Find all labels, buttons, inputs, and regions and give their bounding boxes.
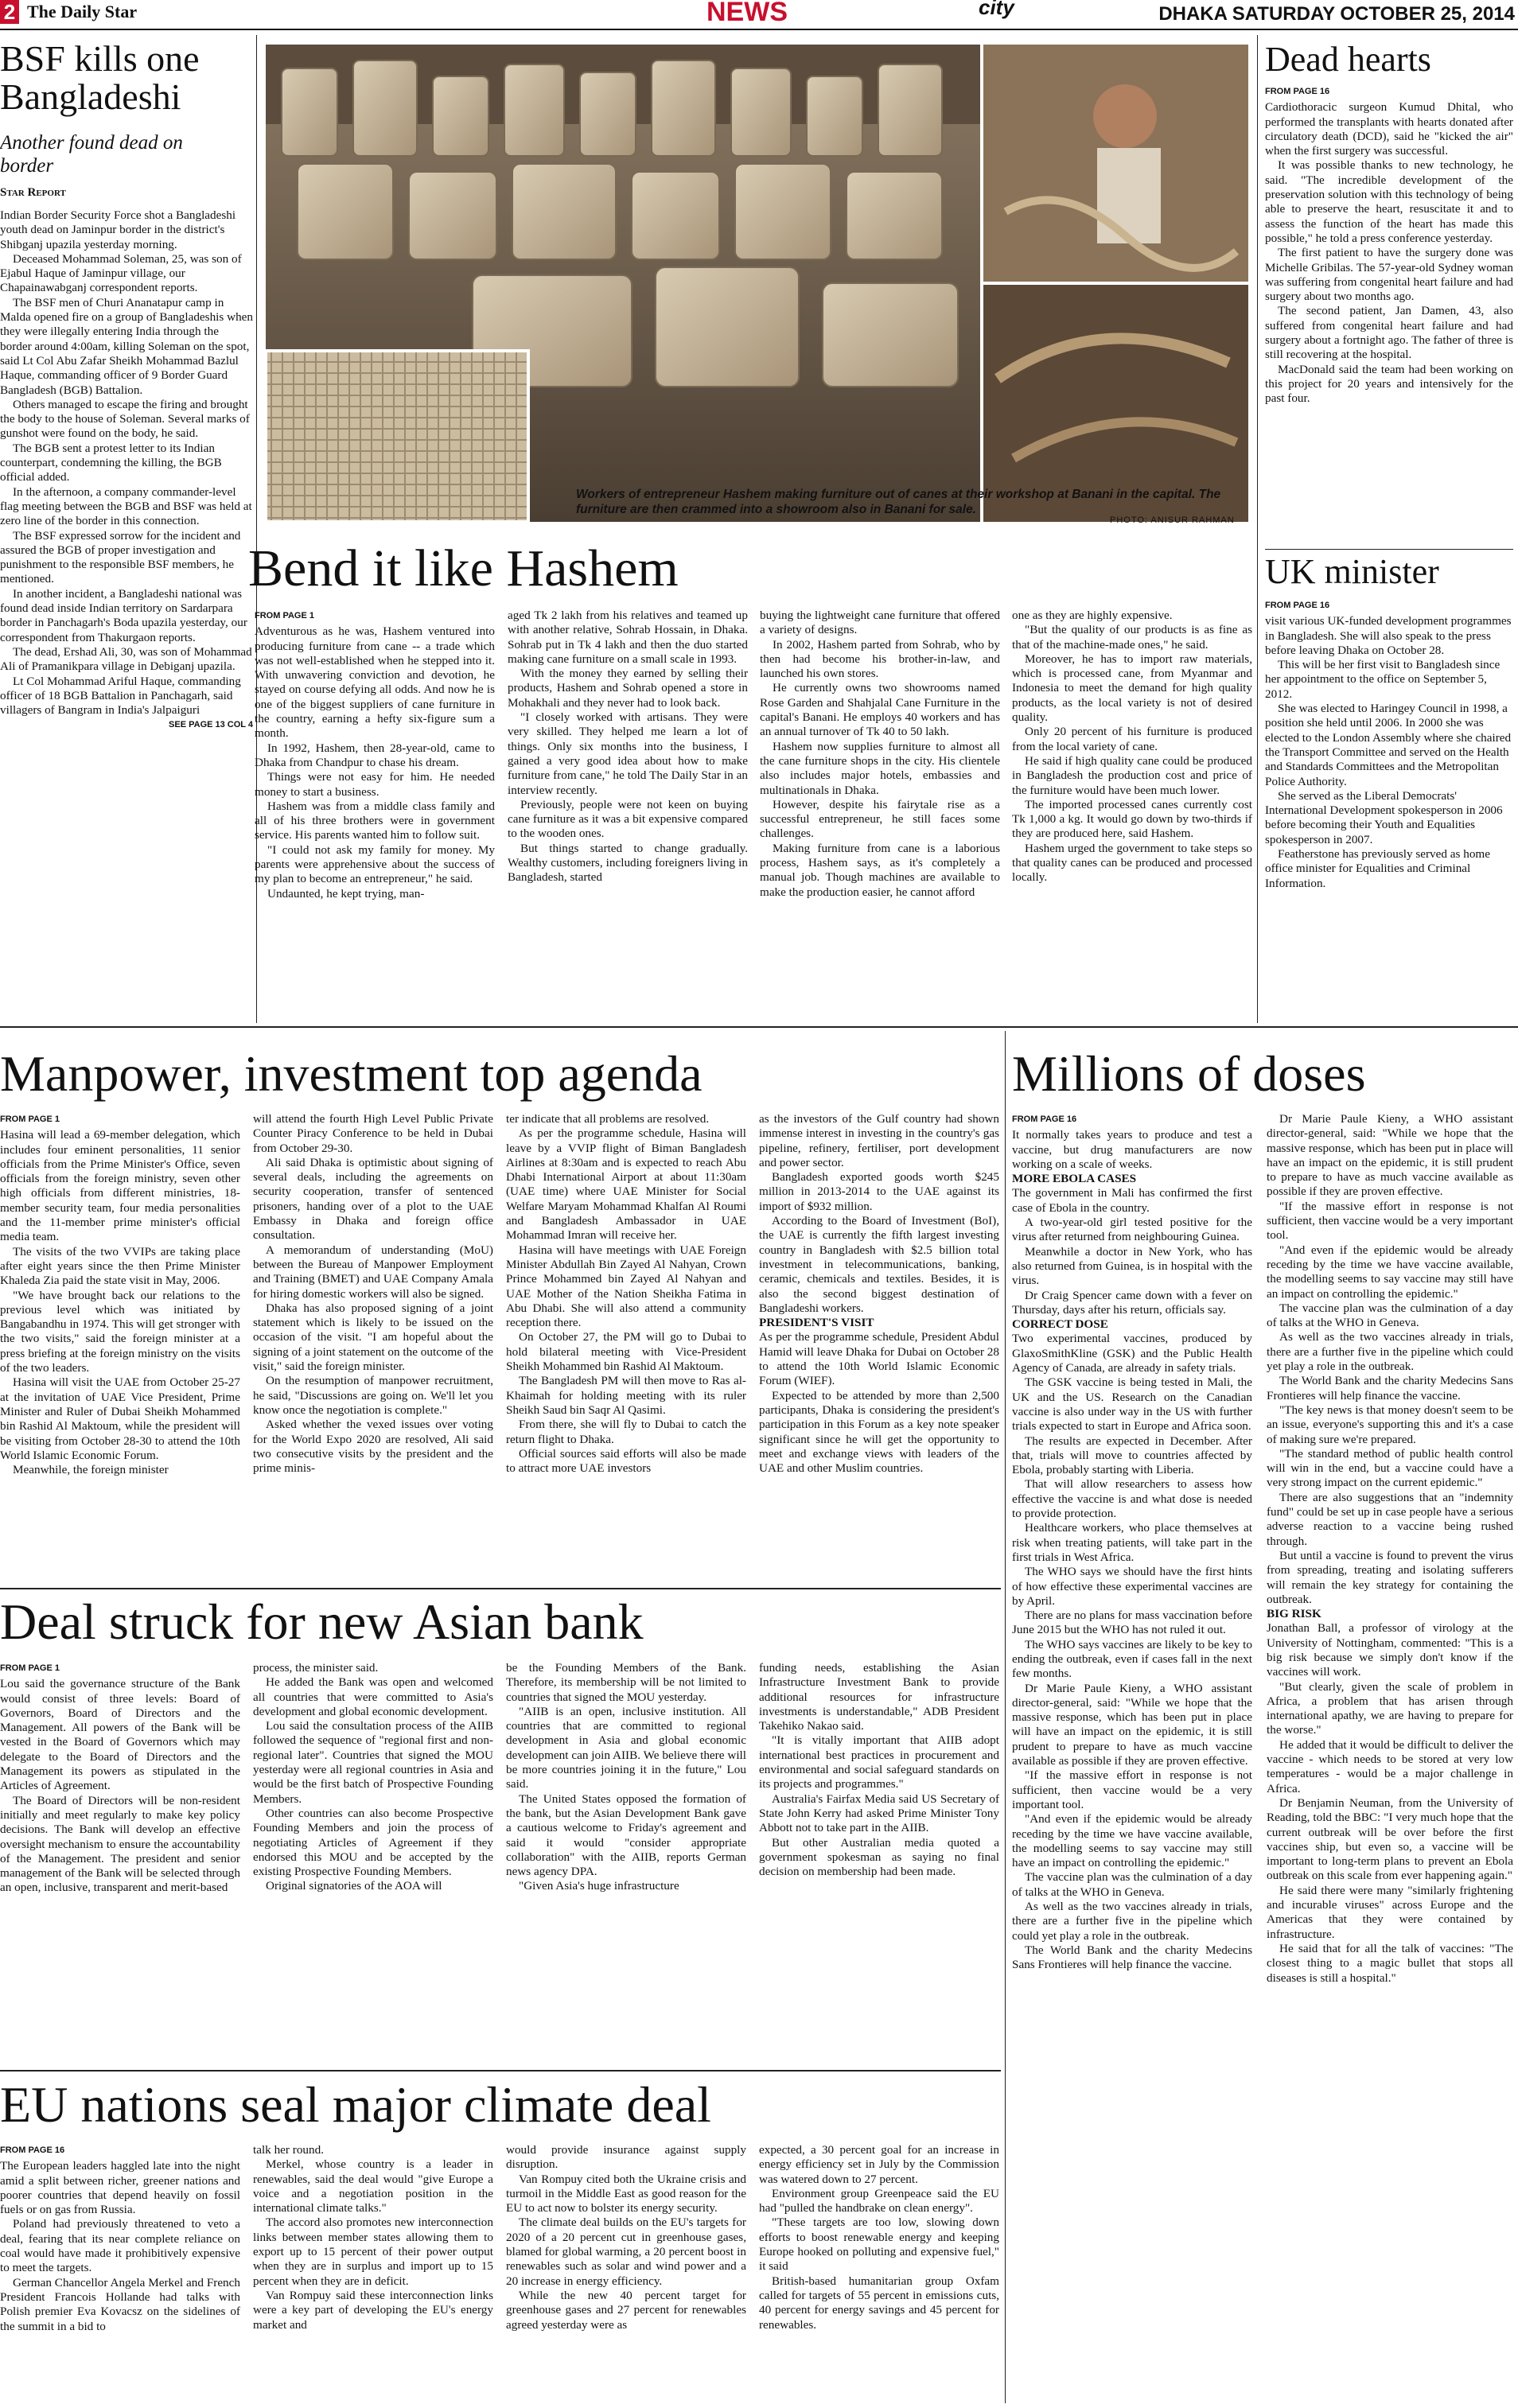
paragraph: talk her round. [253, 2143, 324, 2157]
paragraph: But until a vaccine is found to prevent the virus from spreading, treating and isolating sufferers will remain the key strategy for containing the outbreak. [1267, 1548, 1513, 1606]
article-column [253, 1112, 493, 1581]
article-column [0, 1112, 240, 1581]
news-photo [266, 45, 1248, 522]
paragraph: Making furniture from cane is a laborious process, Hashem says, as it's completely a manual job. Though machines are available to make the production easier, he cannot afford [760, 841, 1000, 899]
paragraph: But things started to change gradually. Wealthy customers, including foreigners living in Bangladesh, started [508, 841, 748, 885]
paragraph: Undaunted, he kept trying, man- [267, 886, 425, 901]
subheadline: Another found dead on border [0, 132, 183, 177]
paragraph: The World Bank and the charity Medecins Sans Frontieres will help finance the vaccine. [1012, 1943, 1252, 1972]
paragraph: Dr Marie Paule Kieny, a WHO assistant director-general, said: "While we hope that the massive response, which has been put in place will have an impact on the epidemic, it is still prudent to prepare to have as much vaccine available as possible if they are proven effective. [1267, 1112, 1513, 1199]
article-column [1012, 1112, 1252, 2404]
paragraph: Previously, people were not keen on buying cane furniture as it was a bit expensive compared to the wooden ones. [508, 797, 748, 841]
article-body [1265, 598, 1513, 1020]
paragraph: On the resumption of manpower recruitment, he said, "Discussions are going on. We'll let you know once the negotiation is complete." [253, 1374, 493, 1417]
paragraph: The vaccine plan was the culmination of a day of talks at the WHO in Geneva. [1012, 1870, 1252, 1899]
paragraph: Cardiothoracic surgeon Kumud Dhital, who performed the transplants with hearts donated after circulatory death (DCD), said he "kicked the air" when the first surgery was successful. [1265, 100, 1513, 158]
paragraph: According to the Board of Investment (BoI), the UAE is currently the fifth largest investing country in Bangladesh with $2.5 billion total investment in telecommunications, banking, ceramic, chemicals and textiles. Besides, it is also the second biggest destination of Bangladeshi workers. [759, 1214, 999, 1315]
paragraph: Hashem was from a middle class family and all of his three brothers were in government service. His parents wanted him to follow suit. [255, 799, 495, 842]
paragraph: process, the minister said. [253, 1661, 379, 1675]
subhead: CORRECT DOSE [1012, 1317, 1108, 1332]
paragraph: "These targets are too low, slowing down efforts to boost renewable energy and keeping Europe hooked on polluting and expensive fuel," it said [759, 2215, 999, 2274]
paragraph: Van Rompuy said these interconnection links were a key part of developing the EU's energy market and [253, 2288, 493, 2332]
page-number: 2 [0, 0, 19, 24]
paragraph: buying the lightweight cane furniture that offered a variety of designs. [760, 609, 1000, 637]
paragraph: be the Founding Members of the Bank. Therefore, its membership will be not limited to countries that signed the MOU yesterday. [506, 1661, 746, 1704]
subhead: PRESIDENT'S VISIT [759, 1316, 874, 1330]
paragraph: Other countries can also become Prospective Founding Members and join the process of negotiating Articles of Agreement if they endorsed this MOU and be accepted by the existing Prospective Founding Members. [253, 1806, 493, 1879]
headline: Deal struck for new Asian bank [0, 1593, 644, 1650]
subhead: MORE EBOLA CASES [1012, 1172, 1137, 1186]
paragraph: "The key news is that money doesn't seem to be an issue, everyone's supporting this and it's a case of making sure we're prepared. [1267, 1402, 1513, 1446]
paragraph: The accord also promotes new interconnection links between member states allowing them to export up to 15 percent of their power output when they are in surplus and import up to 15 percent when they are in deficit. [253, 2215, 493, 2288]
paragraph: It normally takes years to produce and test a vaccine, but drug manufacturers are now working on a scale of weeks. [1012, 1128, 1252, 1171]
headline: Dead hearts [1265, 40, 1431, 79]
paragraph: But other Australian media quoted a government spokesman as saying no final decision on membership had been made. [759, 1835, 999, 1879]
paragraph: There are no plans for mass vaccination before June 2015 but the WHO has not ruled it out. [1012, 1609, 1252, 1637]
paragraph: Deceased Mohammad Soleman, 25, was son of Ejabul Haque of Jaminpur village, our Chapainawabganj correspondent reports. [0, 251, 242, 295]
article-body [0, 208, 253, 1017]
cane-furniture-photo [266, 45, 1248, 522]
paragraph: Australia's Fairfax Media said US Secretary of State John Kerry had asked Prime Minister Tony Abbott not to take part in the AIIB. [759, 1791, 999, 1835]
paragraph: Hashem now supplies furniture to almost all the cane furniture shops in the city. His clientele also includes major hotels, embassies and multinationals in Dhaka. [760, 739, 1000, 797]
paragraph: ter indicate that all problems are resolved. [506, 1112, 710, 1126]
jump-line: SEE PAGE 13 COL 4 [169, 720, 253, 730]
paragraph: While the new 40 percent target for greenhouse gases and 27 percent for renewables agreed yesterday were as [506, 2288, 746, 2332]
section-rule [0, 2070, 1001, 2072]
paragraph: The climate deal builds on the EU's targets for 2020 of a 20 percent cut in greenhouse gases, blamed for global warming, a 20 percent boost in renewables such as solar and wind power and a 20 increase in energy efficiency. [506, 2215, 746, 2288]
jump-from: FROM PAGE 16 [1265, 601, 1330, 610]
paragraph: The United States opposed the formation of the bank, but the Asian Development Bank gave a cautious welcome to Friday's agreement and said it would "consider appropriate collaboration" with the AIIB, reports German news agency DPA. [506, 1791, 746, 1879]
paragraph: Lt Col Mohammad Ariful Haque, commanding officer of 18 BGB Battalion in Panchagarh, said villagers of Bangram in India's Jalpaiguri [0, 674, 241, 718]
paragraph: one as they are highly expensive. [1012, 609, 1173, 622]
paragraph: Hasina will have meetings with UAE Foreign Minister Abdullah Bin Zayed Al Nahyan, Crown Prince Mohammed bin Zayed Al Nahyan and UAE Mother of the Nation Sheikha Fatima in Abu Dhabi. She will also attend a community reception there. [506, 1243, 746, 1330]
section-label: NEWS [706, 0, 788, 27]
paragraph: Others managed to escape the firing and brought the body to the house of Soleman. Several marks of gunshot were found on the body, he said. [0, 397, 250, 441]
paragraph: Hasina will visit the UAE from October 25-27 at the invitation of UAE Vice President, Prime Minister and Ruler of Dubai Sheikh Mohammed bin Rashid Al Maktoum, while the president will be visiting from October 28-30 to attend the 10th World Islamic Economic Forum. [0, 1375, 240, 1462]
paragraph: A two-year-old girl tested positive for the virus after returned from neighbouring Guinea. [1012, 1216, 1252, 1244]
paragraph: Dr Benjamin Neuman, from the University of Reading, told the BBC: "I very much hope that the current outbreak will be over before the first vaccines ship, but even so, a vaccine will be important to long-term plans to prevent an Ebola outbreak on this scale from ever happening again." [1267, 1795, 1513, 1883]
article-column [506, 2143, 746, 2404]
paragraph: "I could not ask my family for money. My parents were apprehensive about the success of my plan to become an entrepreneur," he said. [255, 842, 495, 886]
paragraph: visit various UK-funded development programmes in Bangladesh. She will also speak to the press before leaving Dhaka on October 28. [1265, 614, 1512, 657]
paragraph: The World Bank and the charity Medecins Sans Frontieres will help finance the vaccine. [1267, 1374, 1513, 1402]
paragraph: On October 27, the PM will go to Dubai to hold bilateral meeting with Vice-President Sheikh Mohammed bin Rashid Al Maktoum. [506, 1330, 746, 1374]
paragraph: The Bangladesh PM will then move to Ras al-Khaimah for holding meeting with its ruler Sheikh Saud bin Saqr Al Qasimi. [506, 1374, 746, 1417]
paragraph: "But clearly, given the scale of problem in Africa, a problem that has arisen through international apathy, we are having to prepare for the worse." [1267, 1679, 1513, 1737]
paragraph: The visits of the two VVIPs are taking place after eight years since the then Prime Minister Khaleda Zia paid the state visit in May, 2006. [0, 1244, 240, 1288]
paragraph: aged Tk 2 lakh from his relatives and teamed up with another relative, Sohrab Hossain, in Dhaka. Sohrab put in Tk 4 lakh and then the duo started making cane furniture on a small scale in 1993. [508, 609, 748, 666]
subhead: BIG RISK [1267, 1607, 1321, 1621]
article-column [253, 1661, 493, 2063]
paragraph: The BGB sent a protest letter to its Indian counterpart, condemning the killing, the BGB official added. [0, 441, 222, 484]
paragraph: The first patient to have the surgery done was Michelle Gribilas. The 57-year-old Sydney woman was suffering from congenital heart failure and had surgery about two months ago. [1265, 246, 1513, 304]
paragraph: Indian Border Security Force shot a Bangladeshi youth dead on Jaminpur border in the district's Shibganj upazila yesterday morning. [0, 208, 236, 251]
paragraph: The dead, Ershad Ali, 30, was son of Mohammad Ali of Pramanikpara village in Debiganj upazila. [0, 644, 252, 674]
paragraph: As well as the two vaccines already in trials, there are a further five in the pipeline which could yet play a role in the outbreak. [1012, 1900, 1252, 1943]
paragraph: Featherstone has previously served as home office minister for Equalities and Criminal Information. [1265, 847, 1490, 890]
paragraph: "It is vitally important that AIIB adopt international best practices in procurement and environmental and social safeguard standards on its projects and programmes." [759, 1733, 999, 1791]
paragraph: expected, a 30 percent goal for an increase in energy efficiency set in July by the Commission was watered down to 27 percent. [759, 2143, 999, 2186]
paragraph: Official sources said efforts will also be made to attract more UAE investors [506, 1446, 746, 1476]
paragraph: It was possible thanks to new technology, he said. "The incredible development of the preservation solution with this technology of being able to preserve the heart, resuscitate it and to assess the function of the heart has made this possible," he told a press conference yesterday. [1265, 158, 1513, 245]
paragraph: "We have brought back our relations to the previous level which was initiated by Bangabandhu in 1974. This will get stronger with the two visits," said the foreign minister at a press briefing at the foreign ministry on the visits of the two leaders. [0, 1288, 240, 1375]
paragraph: "And even if the epidemic would be already receding by the time we have vaccine available, the modelling seems to say vaccine may still have an impact on controlling the epidemic." [1267, 1243, 1513, 1301]
paragraph: Ali said Dhaka is optimistic about signing of several deals, including the agreements on security cooperation, transfer of sentenced prisoners, handing over of a plot to the UAE Embassy in Dhaka and foreign office consultation. [253, 1155, 493, 1243]
headline: Millions of doses [1012, 1045, 1366, 1102]
paragraph: Meanwhile a doctor in New York, who has also returned from Guinea, is in hospital with the virus. [1012, 1244, 1252, 1288]
paragraph: The WHO says vaccines are likely to be key to ending the outbreak, even if cases fall in the next few months. [1012, 1637, 1252, 1681]
article-column [506, 1112, 746, 1581]
headline: Manpower, investment top agenda [0, 1045, 703, 1102]
paragraph: The BSF men of Churi Ananatapur camp in Malda opened fire on a group of Bangladeshis when they were illegally entering India through the border around 4:00am, killing Soleman on the spot, said Lt Col Abu Zafar Sheikh Mohammad Bazlul Haque, commanding officer of 9 Border Guard Bangladesh (BGB) Battalion. [0, 295, 253, 397]
article-column [1267, 1112, 1513, 2404]
paragraph: Hasina will lead a 69-member delegation, which includes four eminent personalities, 11 senior officials from the Prime Minister's Office, seven officials from the foreign ministry, seven other high officials from different ministries, 18-member security team, four media personalities and the 11-member prime minister's official media team. [0, 1128, 240, 1244]
paragraph: Healthcare workers, who place themselves at risk when treating patients, will take part in the first trials in West Africa. [1012, 1521, 1252, 1564]
paragraph: The results are expected in December. After that, trials will move to countries affected by Ebola, probably starting with Liberia. [1012, 1434, 1252, 1477]
dateline: DHAKA SATURDAY OCTOBER 25, 2014 [1158, 3, 1515, 25]
paragraph: He currently owns two showrooms named Rose Garden and Shahjalal Cane Furniture in the capital's Banani. He employs 40 workers and has an annual turnover of Tk 40 to 50 lakh. [760, 681, 1000, 739]
article-column [506, 1661, 746, 2063]
page-header [0, 0, 1518, 30]
paragraph: The vaccine plan was the culmination of a day of talks at the WHO in Geneva. [1267, 1301, 1513, 1330]
article-column [1012, 609, 1252, 1022]
jump-from: FROM PAGE 16 [1265, 87, 1330, 96]
article-column [253, 2143, 493, 2404]
subsection-label: city [979, 0, 1014, 19]
paragraph: Van Rompuy cited both the Ukraine crisis and turmoil in the Middle East as good reason for the EU to act now to bolster its energy security. [506, 2172, 746, 2215]
paragraph: With the money they earned by selling their products, Hashem and Sohrab opened a store in Mohakhali and they never had to look back. [508, 667, 748, 710]
article-column [0, 2143, 240, 2404]
jump-from: FROM PAGE 1 [0, 1115, 60, 1124]
paragraph: "If the massive effort in response is not sufficient, then vaccine would be a very important tool. [1012, 1768, 1252, 1811]
paragraph: This will be her first visit to Bangladesh since her appointment to the office on September 5, 2012. [1265, 658, 1500, 701]
article-column [255, 609, 495, 1022]
jump-from: FROM PAGE 16 [0, 2145, 65, 2155]
paragraph: will attend the fourth High Level Public Private Counter Piracy Conference to be held in Dubai from October 29-30. [253, 1112, 493, 1155]
paragraph: Things were not easy for him. He needed money to start a business. [255, 770, 495, 799]
paragraph: funding needs, establishing the Asian Infrastructure Investment Bank to provide additional resources for infrastructure investments is understandable," ADB President Takehiko Nakao said. [759, 1661, 999, 1733]
masthead: The Daily Star [27, 2, 138, 21]
paragraph: As well as the two vaccines already in trials, there are a further five in the pipeline which could yet play a role in the outbreak. [1267, 1330, 1513, 1374]
headline: BSF kills one Bangladeshi [0, 38, 200, 118]
paragraph: In the afternoon, a company commander-level flag meeting between the BGB and BSF was held at zero line of the border in this connection. [0, 484, 252, 528]
paragraph: From there, she will fly to Dubai to catch the return flight to Dhaka. [506, 1418, 746, 1446]
paragraph: As per the programme schedule, President Abdul Hamid will leave Dhaka for Dubai on October 28 to attend the 10th World Islamic Economic Forum (WIEF). [759, 1330, 999, 1388]
paragraph: He said there were many "similarly frightening and incurable viruses" across Europe and the Americas that they were contained by infrastructure. [1267, 1883, 1513, 1941]
column-rule [1257, 35, 1258, 1023]
paragraph: German Chancellor Angela Merkel and French President Francois Hollande had talks with Polish premier Eva Kovacsz on the sidelines of the summit in a bid to [0, 2275, 240, 2333]
headline: UK minister [1265, 552, 1439, 591]
paragraph: Two experimental vaccines, produced by GlaxoSmithKline (GSK) and the Public Health Agency of Canada, are already in safety trials. [1012, 1332, 1252, 1375]
paragraph: That will allow researchers to assess how effective the vaccine is and what dose is needed to provide protection. [1012, 1477, 1252, 1521]
article-column [0, 1661, 240, 2063]
paragraph: Jonathan Ball, a professor of virology at the University of Nottingham, commented: "This is a big risk because we simply don't know if the vaccines will work. [1267, 1621, 1513, 1679]
jump-from: FROM PAGE 1 [0, 1663, 60, 1673]
paragraph: He said if high quality cane could be produced in Bangladesh the production cost and price of the furniture would have been much lower. [1012, 753, 1252, 797]
jump-from: FROM PAGE 1 [255, 611, 314, 620]
paragraph: "I closely worked with artisans. They were very skilled. They helped me learn a lot of things. Only six months into the business, I gained a very good idea about how to make furniture from cane," he told The Daily Star in an interview recently. [508, 710, 748, 797]
section-rule [0, 1588, 1001, 1589]
headline: Bend it like Hashem [248, 539, 679, 597]
paragraph: British-based humanitarian group Oxfam called for targets of 55 percent in emissions cuts, 40 percent for energy savings and 45 percent for renewables. [759, 2274, 999, 2332]
paragraph: In another incident, a Bangladeshi national was found dead inside Indian territory on Sardarpara border in Panchagarh's Boda upazila yesterday, our correspondent from Thakurgaon reports. [0, 586, 247, 644]
paragraph: "Given Asia's huge infrastructure [519, 1879, 679, 1893]
byline: Star Report [0, 186, 66, 199]
photo-credit: PHOTO: ANISUR RAHMAN [1110, 515, 1235, 525]
paragraph: She served as the Liberal Democrats' International Development spokesperson in 2006 before becoming their Youth and Equalities spokesperson in 2007. [1265, 788, 1503, 846]
paragraph: as the investors of the Gulf country had shown immense interest in investing in the country's gas pipeline, refinery, fertiliser, port development and power sector. [759, 1112, 999, 1169]
paragraph: The imported processed canes currently cost Tk 1,000 a kg. It would go down by two-thirds if they are produced here, said Hashem. [1012, 797, 1252, 841]
paragraph: "The standard method of public health control will win in the end, but a vaccine could have a very strong impact on the current epidemic." [1267, 1446, 1513, 1490]
paragraph: would provide insurance against supply disruption. [506, 2143, 746, 2172]
article-body [1265, 84, 1513, 546]
paragraph: The second patient, Jan Damen, 43, also suffered from congenital heart failure and had surgery about a fortnight ago. The father of three is still recovering at the hospital. [1265, 304, 1513, 362]
paragraph: The WHO says we should have the first hints of how effective these experimental vaccines are by April. [1012, 1565, 1252, 1608]
article-column [508, 609, 748, 1022]
paragraph: Adventurous as he was, Hashem ventured into producing furniture from cane -- a trade which was not well-established when he stepped into it. With unwavering conviction and devotion, he stayed on course defying all odds. And now he is one of the biggest suppliers of cane furniture in the country, earning a hefty six-figure sum a month. [255, 624, 495, 741]
paragraph: Only 20 percent of his furniture is produced from the local variety of cane. [1012, 725, 1252, 753]
story-divider [1265, 549, 1513, 550]
paragraph: She was elected to Haringey Council in 1998, a position she held until 2006. In 2000 she was elected to the London Assembly where she chaired the Transport Committee and served on the Health and Standards Committees and the Metropolitan Police Authority. [1265, 702, 1512, 788]
paragraph: However, despite his fairytale rise as a successful entrepreneur, he still faces some challenges. [760, 797, 1000, 841]
paragraph: Original signatories of the AOA will [266, 1879, 442, 1893]
paragraph: "AIIB is an open, inclusive institution. All countries that are committed to regional development in Asia and global economic development can join AIIB. We believe there will be more countries joining it in the future," Lou said. [506, 1704, 746, 1791]
article-column [759, 1661, 999, 2063]
paragraph: Lou said the governance structure of the Bank would consist of three levels: Board of Governors, Board of Directors and the Management. All powers of the Bank will be vested in the Board of Governors which may delegate to the Board of Directors and the Management its powers as stipulated in the Articles of Agreement. [0, 1677, 240, 1793]
paragraph: Dr Marie Paule Kieny, a WHO assistant director-general, said: "While we hope that the massive response, which has been put in place will have an impact on the epidemic, it is still prudent to prepare to have as much vaccine available as possible if they are proven effective. [1012, 1681, 1252, 1768]
paragraph: "But the quality of our products is as fine as that of the machine-made ones," he said. [1012, 623, 1252, 652]
paragraph: The European leaders haggled late into the night amid a split between richer, greener nations and poorer countries that depend heavily on fossil fuels or on gas from Russia. [0, 2159, 240, 2217]
paragraph: He said that for all the talk of vaccines: "The closest thing to a magic bullet that stops all diseases is still a hospital." [1267, 1941, 1513, 1985]
photo-caption: Workers of entrepreneur Hashem making furniture out of canes at their workshop at Banani in the capital. The furniture are then crammed into a showroom also in Banani for sale. [576, 488, 1221, 516]
paragraph: Meanwhile, the foreign minister [13, 1463, 169, 1477]
article-column [759, 1112, 999, 1581]
paragraph: Poland had previously threatened to veto a deal, fearing that its near complete reliance on coal would have made it prohibitively expensive to meet the targets. [0, 2217, 240, 2275]
paragraph: The GSK vaccine is being tested in Mali, the UK and the US. Research on the Canadian vaccine is also under way in the US with further trials expected to start in Europe and Africa soon. [1012, 1375, 1252, 1434]
paragraph: The government in Mali has confirmed the first case of Ebola in the country. [1012, 1186, 1252, 1215]
paragraph: "And even if the epidemic would be already receding by the time we have vaccine available, the modelling seems to say vaccine may still have an impact on controlling the epidemic." [1012, 1812, 1252, 1870]
paragraph: Lou said the consultation process of the AIIB followed the sequence of "regional first and non-regional later". Countries that signed the MOU yesterday were all regional countries in Asia and would be the first batch of Prospective Founding Members. [253, 1719, 493, 1806]
article-column [759, 2143, 999, 2404]
paragraph: Moreover, he has to import raw materials, which is processed cane, from Myanmar and Indonesia to meet the demand for high quality products, as the local variety is not of desired quality. [1012, 652, 1252, 725]
paragraph: As per the programme schedule, Hasina will leave by a VVIP flight of Biman Bangladesh Airlines at 8:30am and is expected to reach Abu Dhabi International Airport at about 11:30am (UAE time) where UAE Minister for Social Welfare Maryam Mohammad Khalfan Al Roumi and Bangladesh Ambassador in UAE Mohammad Imran will receive her. [506, 1126, 746, 1243]
paragraph: Asked whether the vexed issues over voting for the World Expo 2020 are resolved, Ali said two consecutive visits by the president and the prime minis- [253, 1418, 493, 1476]
paragraph: "If the massive effort in response is not sufficient, then vaccine would be a very important tool. [1267, 1199, 1513, 1243]
paragraph: Dhaka has also proposed signing of a joint statement which is likely to be issued on the occasion of the visit. "I am hopeful about the signing of a joint statement on the outcome of the visit," said the foreign minister. [253, 1301, 493, 1374]
column-rule [1005, 1031, 1006, 2403]
article-column [760, 609, 1000, 1022]
paragraph: A memorandum of understanding (MoU) between the Bureau of Manpower Employment and Training (BMET) and UAE Company Amala for hiring domestic workers will also be signed. [253, 1243, 493, 1301]
paragraph: Merkel, whose country is a leader in renewables, said the deal would "give Europe a voice and a negotiation position in the international climate talks." [253, 2157, 493, 2215]
paragraph: In 1992, Hashem, then 28-year-old, came to Dhaka from Chandpur to chase his dream. [255, 741, 495, 769]
paragraph: The BSF expressed sorrow for the incident and assured the BGB of proper investigation and punishment to the responsible BSF members, he mentioned. [0, 528, 241, 586]
paragraph: Dr Craig Spencer came down with a fever on Thursday, days after his return, officials say. [1012, 1288, 1252, 1317]
paragraph: The Board of Directors will be non-resident initially and meet regularly to make key policy decisions. The Bank will develop an effective oversight mechanism to ensure the accountability of the Management. The president and senior management of the Bank will be selected through an open, inclusive, transparent and merit-based [0, 1793, 240, 1895]
section-rule [0, 1026, 1518, 1028]
paragraph: There are also suggestions that an "indemnity fund" could be set up in case people have a serious adverse reaction to a vaccine being rushed through. [1267, 1490, 1513, 1548]
paragraph: Environment group Greenpeace said the EU had "pulled the handbrake on clean energy". [759, 2186, 999, 2215]
paragraph: Bangladesh exported goods worth $245 million in 2013-2014 to the UAE against its import of $932 million. [759, 1170, 999, 1213]
paragraph: MacDonald said the team had been working on this project for 20 years and intensively for the past four. [1265, 362, 1513, 406]
jump-from: FROM PAGE 16 [1012, 1115, 1077, 1124]
paragraph: In 2002, Hashem parted from Sohrab, who by then had become his brother-in-law, and launched his own stores. [760, 637, 1000, 681]
paragraph: He added that it would be difficult to deliver the vaccine - which needs to be stored at very low temperatures - would be a major challenge in Africa. [1267, 1737, 1513, 1795]
paragraph: He added the Bank was open and welcomed all countries that were committed to Asia's development and global economic development. [253, 1675, 493, 1718]
headline: EU nations seal major climate deal [0, 2076, 711, 2133]
paragraph: Expected to be attended by more than 2,500 participants, Dhaka is considering the president's participation in this Forum as a key note speaker significant since he will get the opportunity to meet and exchange views with leaders of the UAE and other Muslim countries. [759, 1388, 999, 1476]
paragraph: Hashem urged the government to take steps so that quality canes can be produced and processed locally. [1012, 841, 1252, 885]
